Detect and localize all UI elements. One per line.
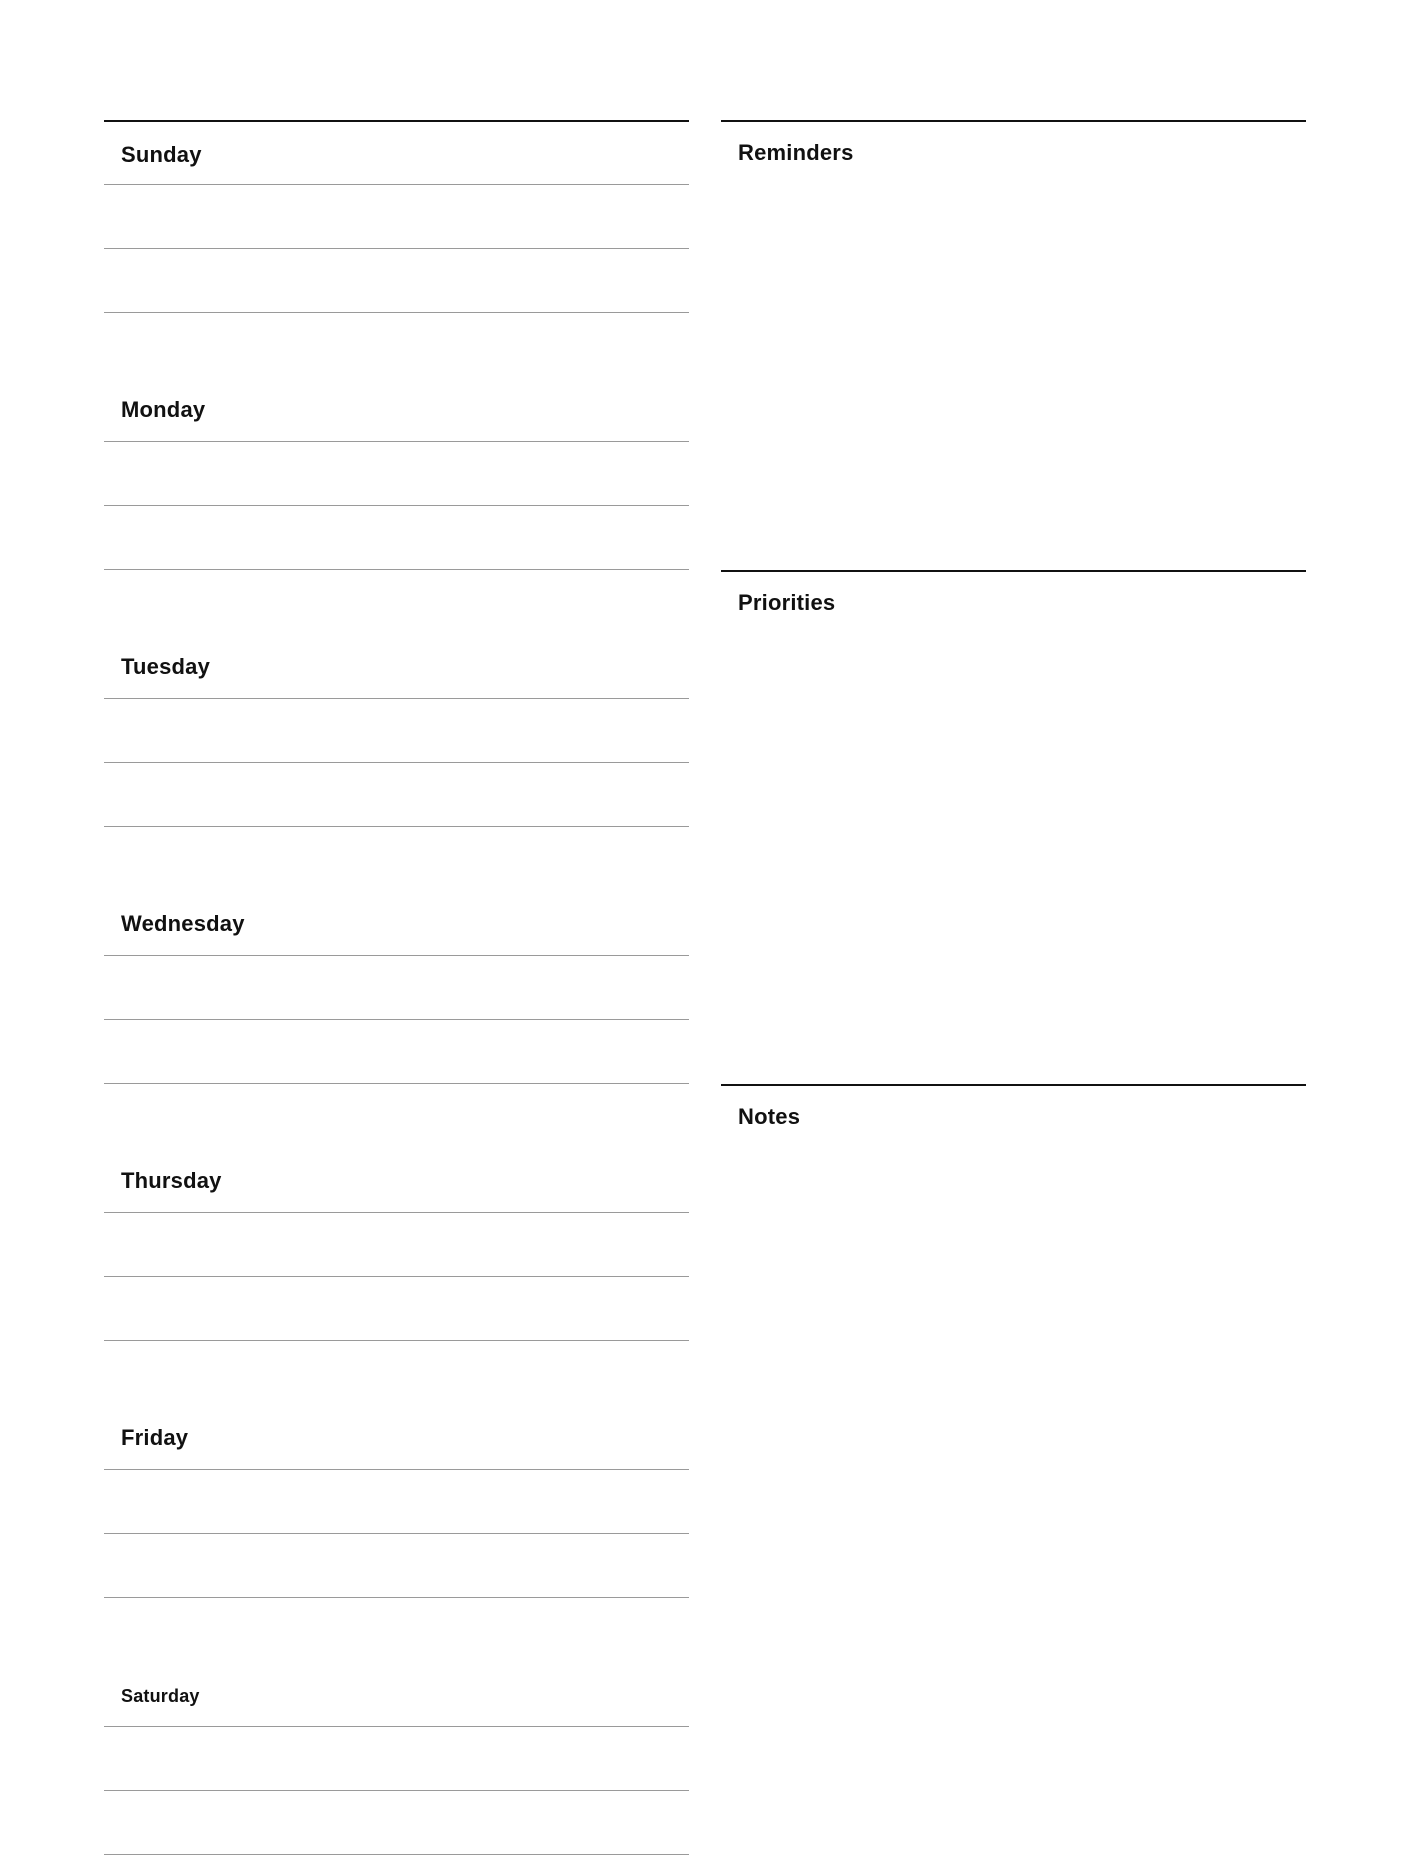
writing-line <box>104 1533 689 1534</box>
day-block-thursday <box>104 1148 689 1341</box>
day-header-monday <box>104 377 689 440</box>
reminders-heading: Reminders <box>738 140 854 165</box>
day-block-tuesday <box>104 634 689 827</box>
reminders-section <box>721 120 1306 570</box>
day-header-tuesday <box>104 634 689 697</box>
priorities-section <box>721 570 1306 1084</box>
writing-line <box>104 505 689 506</box>
writing-line <box>104 441 689 442</box>
day-label-sunday: Sunday <box>121 142 202 167</box>
writing-line <box>104 1469 689 1470</box>
writing-line <box>104 1597 689 1598</box>
writing-line <box>104 698 689 699</box>
day-block-sunday <box>104 120 689 313</box>
writing-line <box>104 1726 689 1727</box>
day-label-wednesday: Wednesday <box>121 911 245 936</box>
priorities-heading: Priorities <box>738 590 836 615</box>
sections-column <box>721 0 1306 1872</box>
day-block-friday <box>104 1405 689 1598</box>
days-column <box>104 0 689 1872</box>
writing-line <box>104 955 689 956</box>
writing-line <box>104 1083 689 1084</box>
writing-line <box>104 248 689 249</box>
day-label-saturday: Saturday <box>121 1686 200 1706</box>
notes-section <box>721 1084 1306 1846</box>
notes-heading: Notes <box>738 1104 801 1129</box>
writing-line <box>104 1212 689 1213</box>
writing-line <box>104 312 689 313</box>
writing-line <box>104 826 689 827</box>
day-label-thursday: Thursday <box>121 1168 222 1193</box>
day-header-sunday <box>104 120 689 185</box>
day-label-friday: Friday <box>121 1425 189 1450</box>
day-label-monday: Monday <box>121 397 206 422</box>
writing-line <box>104 1340 689 1341</box>
writing-line <box>104 1276 689 1277</box>
writing-line <box>104 569 689 570</box>
day-header-thursday <box>104 1148 689 1211</box>
day-header-wednesday <box>104 891 689 954</box>
writing-line <box>104 1854 689 1855</box>
day-header-friday <box>104 1405 689 1468</box>
writing-line <box>104 184 689 185</box>
writing-line <box>104 1019 689 1020</box>
writing-line <box>104 1790 689 1791</box>
day-block-monday <box>104 377 689 570</box>
day-block-saturday <box>104 1662 689 1855</box>
day-label-tuesday: Tuesday <box>121 654 211 679</box>
day-block-wednesday <box>104 891 689 1084</box>
day-header-saturday <box>104 1662 689 1725</box>
writing-line <box>104 762 689 763</box>
